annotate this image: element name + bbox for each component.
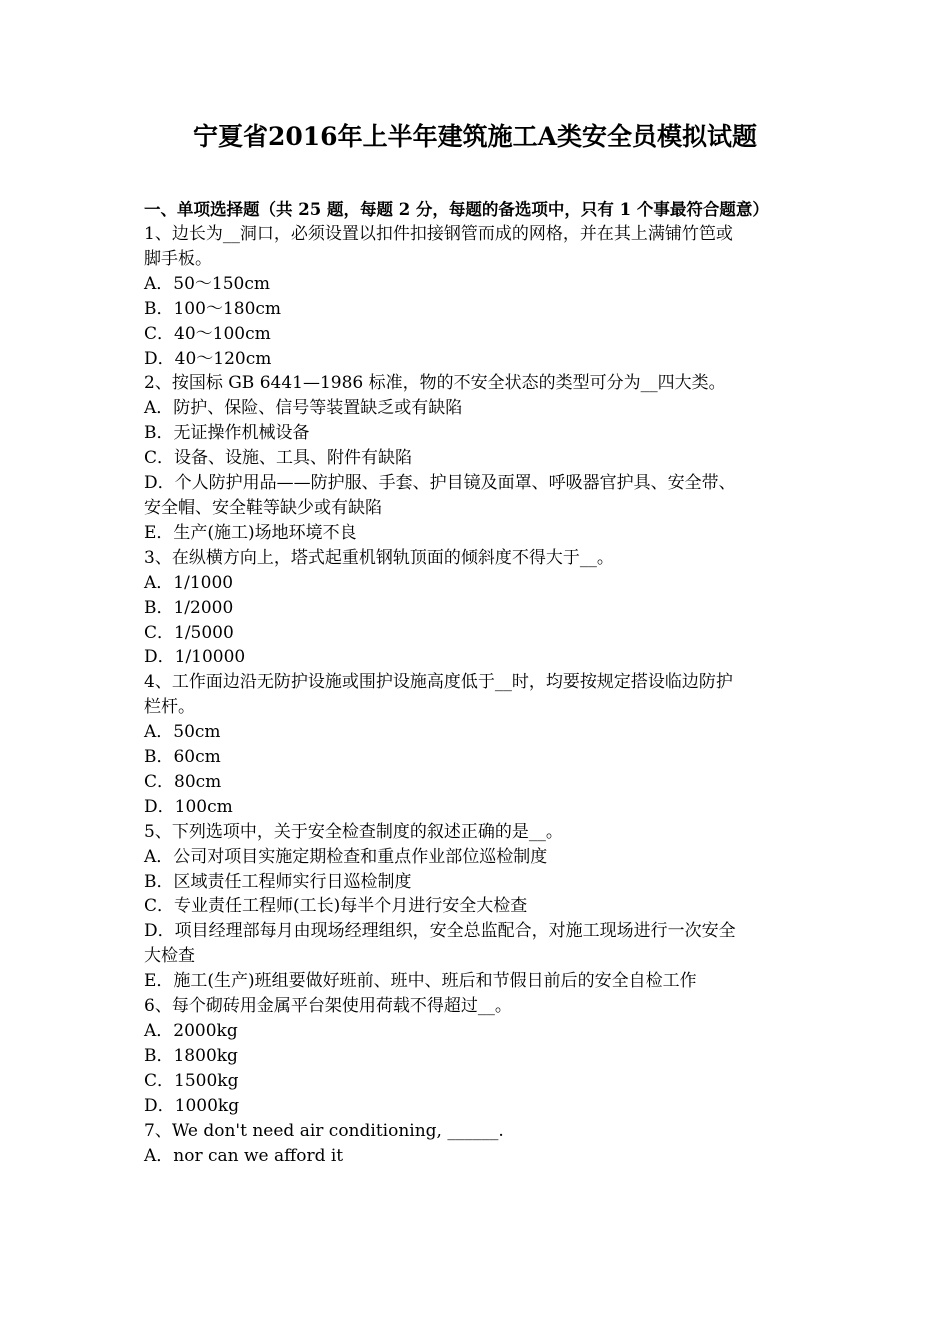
question-stem-line: 4、工作面边沿无防护设施或围护设施高度低于__时，均要按规定搭设临边防护	[144, 672, 733, 693]
question-4	[144, 670, 810, 819]
answer-option: A．公司对项目实施定期检查和重点作业部位巡检制度	[144, 846, 548, 867]
answer-option: B．60cm	[144, 747, 221, 768]
answer-option: A．50cm	[144, 722, 221, 743]
question-3	[144, 546, 810, 671]
answer-option: D．个人防护用品——防护服、手套、护目镜及面罩、呼吸器官护具、安全带、	[144, 473, 736, 494]
answer-option: B．区域责任工程师实行日巡检制度	[144, 871, 412, 892]
answer-option: B．1/2000	[144, 597, 234, 618]
question-stem-line: 3、在纵横方向上，塔式起重机钢轨顶面的倾斜度不得大于__。	[144, 547, 614, 568]
question-stem-line: 5、下列选项中，关于安全检查制度的叙述正确的是__。	[144, 821, 563, 842]
answer-option: A．防护、保险、信号等装置缺乏或有缺陷	[144, 398, 463, 419]
question-7	[144, 1119, 810, 1169]
answer-option: E．生产(施工)场地环境不良	[144, 522, 357, 543]
answer-option: C．80cm	[144, 771, 222, 792]
question-stem-line: 7、We don't need air conditioning, ______.	[144, 1120, 504, 1141]
answer-option-continuation: 大检查	[144, 946, 195, 967]
answer-option: B．无证操作机械设备	[144, 423, 310, 444]
question-stem-line: 1、边长为__洞口，必须设置以扣件扣接钢管而成的网格，并在其上满铺竹笆或	[144, 224, 733, 244]
answer-option: A．50～150cm	[144, 273, 270, 294]
section-heading: 一、单项选择题（共 25 题，每题 2 分，每题的备选项中，只有 1 个事最符合题意）	[144, 200, 769, 219]
answer-option: C．设备、设施、工具、附件有缺陷	[144, 448, 413, 469]
answer-option: C．专业责任工程师(工长)每半个月进行安全大检查	[144, 896, 528, 917]
question-stem-line: 2、按国标 GB 6441—1986 标准，物的不安全状态的类型可分为__四大类。	[144, 373, 726, 394]
question-stem-line: 6、每个砌砖用金属平台架使用荷载不得超过__。	[144, 996, 512, 1017]
answer-option: D．40～120cm	[144, 348, 272, 369]
answer-option: A．2000kg	[144, 1021, 238, 1041]
question-1	[144, 222, 810, 371]
answer-option: D．1000kg	[144, 1095, 240, 1116]
answer-option: C．1500kg	[144, 1070, 239, 1091]
question-5	[144, 820, 810, 994]
question-stem-line: 栏杆。	[144, 697, 195, 718]
answer-option: D．1/10000	[144, 647, 246, 668]
question-stem-line: 脚手板。	[144, 248, 212, 269]
answer-option: D．100cm	[144, 796, 233, 817]
answer-option: B．100～180cm	[144, 298, 282, 319]
document-body	[144, 197, 810, 1168]
question-2	[144, 371, 810, 545]
answer-option: C．40～100cm	[144, 323, 271, 344]
question-6	[144, 994, 810, 1119]
answer-option: C．1/5000	[144, 622, 234, 643]
answer-option: A．nor can we afford it	[144, 1145, 344, 1166]
answer-option: A．1/1000	[144, 572, 234, 593]
answer-option: D．项目经理部每月由现场经理组织，安全总监配合，对施工现场进行一次安全	[144, 921, 736, 942]
answer-option: E．施工(生产)班组要做好班前、班中、班后和节假日前后的安全自检工作	[144, 971, 697, 992]
answer-option: B．1800kg	[144, 1045, 238, 1066]
answer-option-continuation: 安全帽、安全鞋等缺少或有缺陷	[144, 497, 382, 518]
document-title: 宁夏省2016年上半年建筑施工A类安全员模拟试题	[193, 122, 757, 151]
